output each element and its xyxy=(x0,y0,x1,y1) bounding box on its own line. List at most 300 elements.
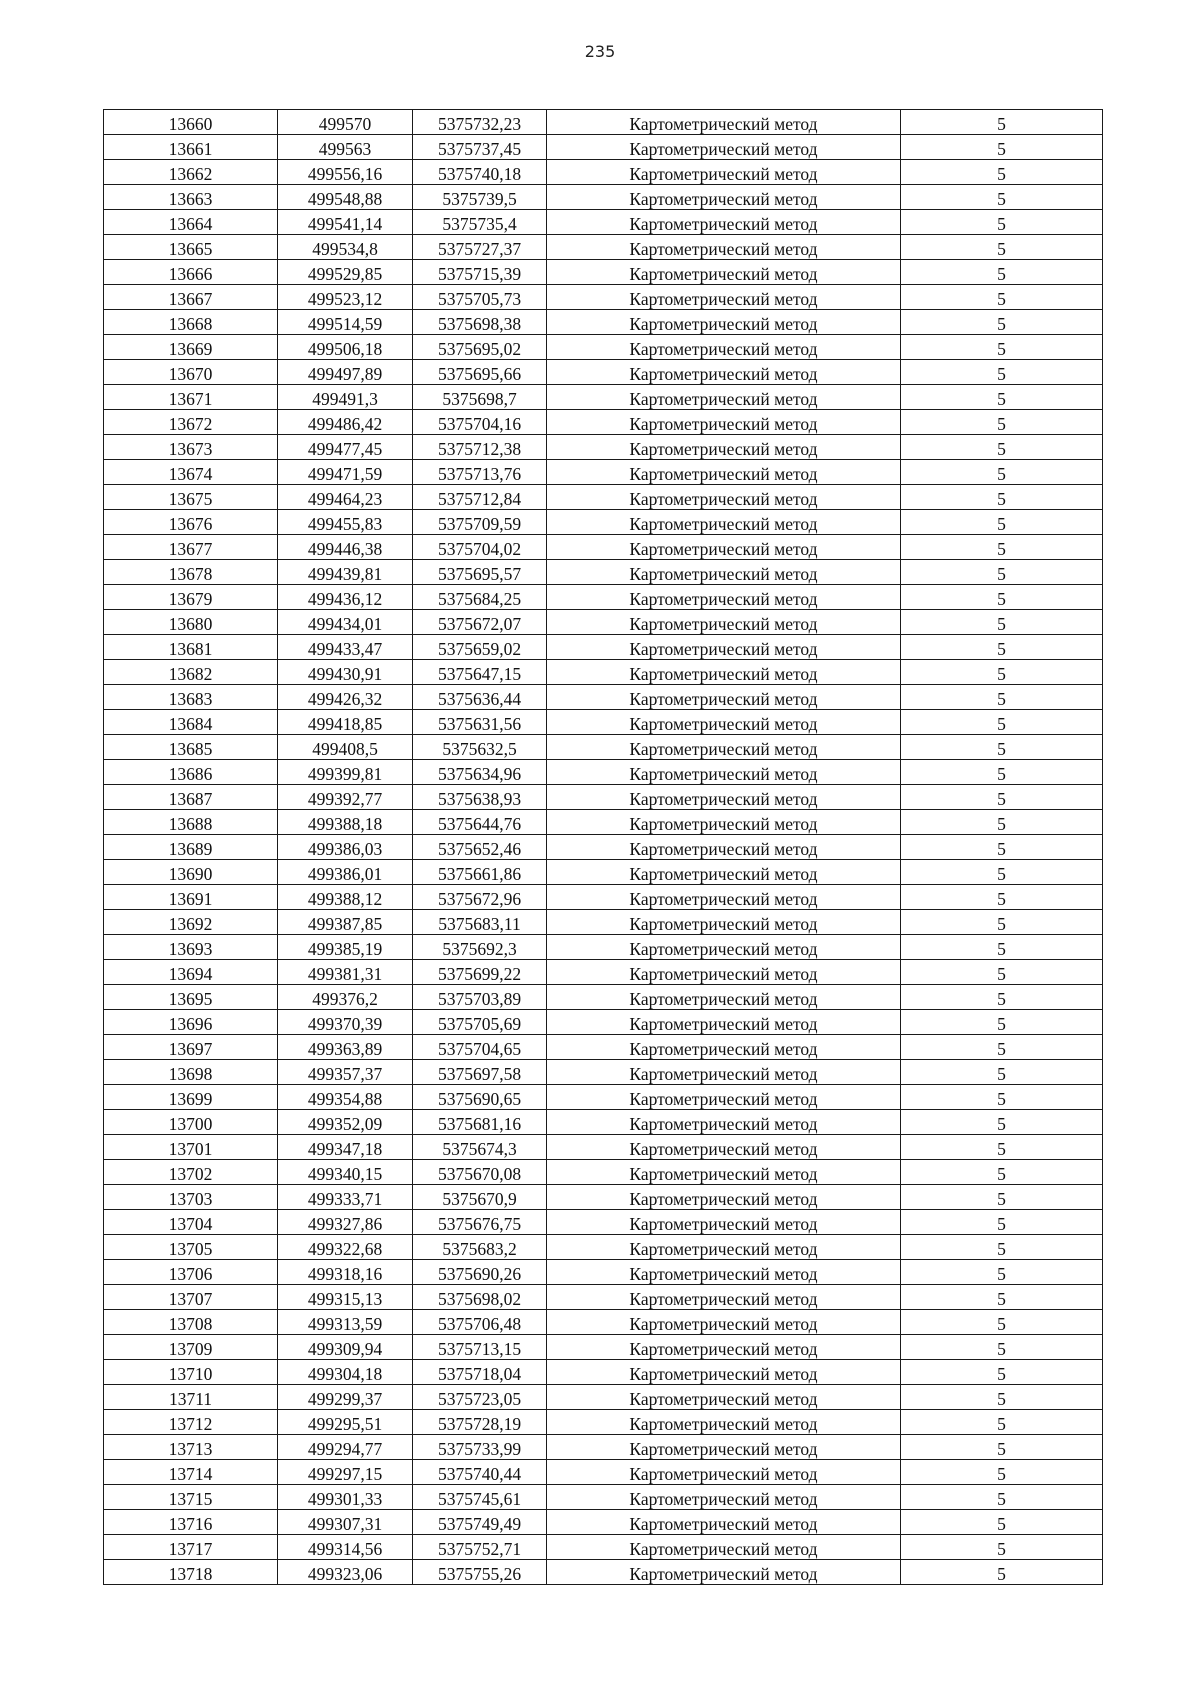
accuracy-cell: 5 xyxy=(901,1235,1103,1260)
y-coordinate-cell: 5375704,65 xyxy=(413,1035,547,1060)
accuracy-cell: 5 xyxy=(901,1260,1103,1285)
accuracy-cell: 5 xyxy=(901,760,1103,785)
method-cell: Картометрический метод xyxy=(547,835,901,860)
x-coordinate-cell: 499318,16 xyxy=(278,1260,413,1285)
x-coordinate-cell: 499370,39 xyxy=(278,1010,413,1035)
y-coordinate-cell: 5375695,57 xyxy=(413,560,547,585)
accuracy-cell: 5 xyxy=(901,210,1103,235)
table-row xyxy=(104,1210,1103,1235)
point-id-cell: 13683 xyxy=(104,685,278,710)
table-row xyxy=(104,1235,1103,1260)
method-cell: Картометрический метод xyxy=(547,1460,901,1485)
method-cell: Картометрический метод xyxy=(547,1135,901,1160)
table-row xyxy=(104,685,1103,710)
method-cell: Картометрический метод xyxy=(547,235,901,260)
table-row xyxy=(104,1410,1103,1435)
accuracy-cell: 5 xyxy=(901,135,1103,160)
accuracy-cell: 5 xyxy=(901,235,1103,260)
accuracy-cell: 5 xyxy=(901,160,1103,185)
accuracy-cell: 5 xyxy=(901,110,1103,135)
accuracy-cell: 5 xyxy=(901,1310,1103,1335)
point-id-cell: 13670 xyxy=(104,360,278,385)
y-coordinate-cell: 5375733,99 xyxy=(413,1435,547,1460)
accuracy-cell: 5 xyxy=(901,1085,1103,1110)
accuracy-cell: 5 xyxy=(901,810,1103,835)
accuracy-cell: 5 xyxy=(901,610,1103,635)
accuracy-cell: 5 xyxy=(901,1285,1103,1310)
y-coordinate-cell: 5375631,56 xyxy=(413,710,547,735)
y-coordinate-cell: 5375735,4 xyxy=(413,210,547,235)
accuracy-cell: 5 xyxy=(901,685,1103,710)
point-id-cell: 13661 xyxy=(104,135,278,160)
method-cell: Картометрический метод xyxy=(547,885,901,910)
y-coordinate-cell: 5375636,44 xyxy=(413,685,547,710)
y-coordinate-cell: 5375712,84 xyxy=(413,485,547,510)
x-coordinate-cell: 499514,59 xyxy=(278,310,413,335)
y-coordinate-cell: 5375703,89 xyxy=(413,985,547,1010)
y-coordinate-cell: 5375739,5 xyxy=(413,185,547,210)
table-row xyxy=(104,460,1103,485)
x-coordinate-cell: 499434,01 xyxy=(278,610,413,635)
accuracy-cell: 5 xyxy=(901,1185,1103,1210)
point-id-cell: 13676 xyxy=(104,510,278,535)
x-coordinate-cell: 499307,31 xyxy=(278,1510,413,1535)
table-row xyxy=(104,235,1103,260)
point-id-cell: 13702 xyxy=(104,1160,278,1185)
table-row xyxy=(104,1110,1103,1135)
y-coordinate-cell: 5375713,15 xyxy=(413,1335,547,1360)
table-row xyxy=(104,310,1103,335)
point-id-cell: 13681 xyxy=(104,635,278,660)
table-row xyxy=(104,1185,1103,1210)
method-cell: Картометрический метод xyxy=(547,1335,901,1360)
method-cell: Картометрический метод xyxy=(547,985,901,1010)
y-coordinate-cell: 5375706,48 xyxy=(413,1310,547,1335)
y-coordinate-cell: 5375672,96 xyxy=(413,885,547,910)
x-coordinate-cell: 499354,88 xyxy=(278,1085,413,1110)
method-cell: Картометрический метод xyxy=(547,185,901,210)
table-row xyxy=(104,560,1103,585)
y-coordinate-cell: 5375740,18 xyxy=(413,160,547,185)
x-coordinate-cell: 499388,18 xyxy=(278,810,413,835)
y-coordinate-cell: 5375713,76 xyxy=(413,460,547,485)
accuracy-cell: 5 xyxy=(901,635,1103,660)
x-coordinate-cell: 499534,8 xyxy=(278,235,413,260)
table-row xyxy=(104,985,1103,1010)
x-coordinate-cell: 499523,12 xyxy=(278,285,413,310)
x-coordinate-cell: 499426,32 xyxy=(278,685,413,710)
table-row xyxy=(104,335,1103,360)
x-coordinate-cell: 499309,94 xyxy=(278,1335,413,1360)
point-id-cell: 13673 xyxy=(104,435,278,460)
y-coordinate-cell: 5375749,49 xyxy=(413,1510,547,1535)
accuracy-cell: 5 xyxy=(901,1110,1103,1135)
accuracy-cell: 5 xyxy=(901,860,1103,885)
y-coordinate-cell: 5375681,16 xyxy=(413,1110,547,1135)
y-coordinate-cell: 5375647,15 xyxy=(413,660,547,685)
accuracy-cell: 5 xyxy=(901,510,1103,535)
method-cell: Картометрический метод xyxy=(547,385,901,410)
table-row xyxy=(104,135,1103,160)
x-coordinate-cell: 499430,91 xyxy=(278,660,413,685)
table-row xyxy=(104,485,1103,510)
method-cell: Картометрический метод xyxy=(547,485,901,510)
point-id-cell: 13697 xyxy=(104,1035,278,1060)
x-coordinate-cell: 499408,5 xyxy=(278,735,413,760)
point-id-cell: 13687 xyxy=(104,785,278,810)
y-coordinate-cell: 5375698,38 xyxy=(413,310,547,335)
method-cell: Картометрический метод xyxy=(547,335,901,360)
method-cell: Картометрический метод xyxy=(547,360,901,385)
accuracy-cell: 5 xyxy=(901,1035,1103,1060)
x-coordinate-cell: 499381,31 xyxy=(278,960,413,985)
accuracy-cell: 5 xyxy=(901,1485,1103,1510)
method-cell: Картометрический метод xyxy=(547,210,901,235)
accuracy-cell: 5 xyxy=(901,1135,1103,1160)
table-row xyxy=(104,1160,1103,1185)
accuracy-cell: 5 xyxy=(901,360,1103,385)
accuracy-cell: 5 xyxy=(901,835,1103,860)
method-cell: Картометрический метод xyxy=(547,585,901,610)
point-id-cell: 13667 xyxy=(104,285,278,310)
accuracy-cell: 5 xyxy=(901,310,1103,335)
x-coordinate-cell: 499433,47 xyxy=(278,635,413,660)
coordinates-table xyxy=(103,109,1103,1585)
x-coordinate-cell: 499304,18 xyxy=(278,1360,413,1385)
method-cell: Картометрический метод xyxy=(547,285,901,310)
y-coordinate-cell: 5375699,22 xyxy=(413,960,547,985)
x-coordinate-cell: 499556,16 xyxy=(278,160,413,185)
accuracy-cell: 5 xyxy=(901,435,1103,460)
method-cell: Картометрический метод xyxy=(547,1085,901,1110)
table-row xyxy=(104,610,1103,635)
method-cell: Картометрический метод xyxy=(547,1510,901,1535)
y-coordinate-cell: 5375670,08 xyxy=(413,1160,547,1185)
method-cell: Картометрический метод xyxy=(547,1235,901,1260)
accuracy-cell: 5 xyxy=(901,410,1103,435)
table-row xyxy=(104,410,1103,435)
point-id-cell: 13669 xyxy=(104,335,278,360)
method-cell: Картометрический метод xyxy=(547,1410,901,1435)
y-coordinate-cell: 5375674,3 xyxy=(413,1135,547,1160)
point-id-cell: 13689 xyxy=(104,835,278,860)
point-id-cell: 13713 xyxy=(104,1435,278,1460)
point-id-cell: 13710 xyxy=(104,1360,278,1385)
y-coordinate-cell: 5375683,2 xyxy=(413,1235,547,1260)
point-id-cell: 13705 xyxy=(104,1235,278,1260)
point-id-cell: 13685 xyxy=(104,735,278,760)
x-coordinate-cell: 499446,38 xyxy=(278,535,413,560)
accuracy-cell: 5 xyxy=(901,1335,1103,1360)
method-cell: Картометрический метод xyxy=(547,1160,901,1185)
method-cell: Картометрический метод xyxy=(547,1435,901,1460)
x-coordinate-cell: 499333,71 xyxy=(278,1185,413,1210)
method-cell: Картометрический метод xyxy=(547,610,901,635)
accuracy-cell: 5 xyxy=(901,335,1103,360)
point-id-cell: 13696 xyxy=(104,1010,278,1035)
x-coordinate-cell: 499295,51 xyxy=(278,1410,413,1435)
table-row xyxy=(104,1535,1103,1560)
accuracy-cell: 5 xyxy=(901,585,1103,610)
point-id-cell: 13665 xyxy=(104,235,278,260)
method-cell: Картометрический метод xyxy=(547,960,901,985)
method-cell: Картометрический метод xyxy=(547,735,901,760)
accuracy-cell: 5 xyxy=(901,560,1103,585)
y-coordinate-cell: 5375695,02 xyxy=(413,335,547,360)
table-row xyxy=(104,110,1103,135)
method-cell: Картометрический метод xyxy=(547,510,901,535)
point-id-cell: 13706 xyxy=(104,1260,278,1285)
point-id-cell: 13672 xyxy=(104,410,278,435)
y-coordinate-cell: 5375661,86 xyxy=(413,860,547,885)
point-id-cell: 13704 xyxy=(104,1210,278,1235)
accuracy-cell: 5 xyxy=(901,1360,1103,1385)
x-coordinate-cell: 499570 xyxy=(278,110,413,135)
accuracy-cell: 5 xyxy=(901,735,1103,760)
y-coordinate-cell: 5375670,9 xyxy=(413,1185,547,1210)
point-id-cell: 13675 xyxy=(104,485,278,510)
method-cell: Картометрический метод xyxy=(547,1260,901,1285)
method-cell: Картометрический метод xyxy=(547,1035,901,1060)
x-coordinate-cell: 499418,85 xyxy=(278,710,413,735)
method-cell: Картометрический метод xyxy=(547,860,901,885)
method-cell: Картометрический метод xyxy=(547,310,901,335)
accuracy-cell: 5 xyxy=(901,485,1103,510)
y-coordinate-cell: 5375727,37 xyxy=(413,235,547,260)
table-row xyxy=(104,810,1103,835)
table-row xyxy=(104,585,1103,610)
point-id-cell: 13708 xyxy=(104,1310,278,1335)
point-id-cell: 13698 xyxy=(104,1060,278,1085)
accuracy-cell: 5 xyxy=(901,1385,1103,1410)
y-coordinate-cell: 5375632,5 xyxy=(413,735,547,760)
x-coordinate-cell: 499455,83 xyxy=(278,510,413,535)
x-coordinate-cell: 499301,33 xyxy=(278,1485,413,1510)
method-cell: Картометрический метод xyxy=(547,560,901,585)
x-coordinate-cell: 499313,59 xyxy=(278,1310,413,1335)
x-coordinate-cell: 499322,68 xyxy=(278,1235,413,1260)
table-row xyxy=(104,1485,1103,1510)
x-coordinate-cell: 499297,15 xyxy=(278,1460,413,1485)
table-row xyxy=(104,635,1103,660)
point-id-cell: 13686 xyxy=(104,760,278,785)
accuracy-cell: 5 xyxy=(901,660,1103,685)
x-coordinate-cell: 499563 xyxy=(278,135,413,160)
x-coordinate-cell: 499315,13 xyxy=(278,1285,413,1310)
x-coordinate-cell: 499323,06 xyxy=(278,1560,413,1585)
table-row xyxy=(104,1460,1103,1485)
table-row xyxy=(104,210,1103,235)
accuracy-cell: 5 xyxy=(901,710,1103,735)
method-cell: Картометрический метод xyxy=(547,785,901,810)
method-cell: Картометрический метод xyxy=(547,1535,901,1560)
x-coordinate-cell: 499299,37 xyxy=(278,1385,413,1410)
accuracy-cell: 5 xyxy=(901,1210,1103,1235)
x-coordinate-cell: 499388,12 xyxy=(278,885,413,910)
y-coordinate-cell: 5375634,96 xyxy=(413,760,547,785)
x-coordinate-cell: 499399,81 xyxy=(278,760,413,785)
x-coordinate-cell: 499385,19 xyxy=(278,935,413,960)
y-coordinate-cell: 5375715,39 xyxy=(413,260,547,285)
method-cell: Картометрический метод xyxy=(547,1110,901,1135)
table-row xyxy=(104,760,1103,785)
table-row xyxy=(104,260,1103,285)
y-coordinate-cell: 5375705,73 xyxy=(413,285,547,310)
y-coordinate-cell: 5375737,45 xyxy=(413,135,547,160)
table-row xyxy=(104,1060,1103,1085)
point-id-cell: 13707 xyxy=(104,1285,278,1310)
x-coordinate-cell: 499363,89 xyxy=(278,1035,413,1060)
y-coordinate-cell: 5375692,3 xyxy=(413,935,547,960)
table-row xyxy=(104,1510,1103,1535)
method-cell: Картометрический метод xyxy=(547,460,901,485)
point-id-cell: 13671 xyxy=(104,385,278,410)
method-cell: Картометрический метод xyxy=(547,410,901,435)
accuracy-cell: 5 xyxy=(901,460,1103,485)
point-id-cell: 13679 xyxy=(104,585,278,610)
method-cell: Картометрический метод xyxy=(547,710,901,735)
accuracy-cell: 5 xyxy=(901,910,1103,935)
x-coordinate-cell: 499392,77 xyxy=(278,785,413,810)
table-row xyxy=(104,435,1103,460)
y-coordinate-cell: 5375690,65 xyxy=(413,1085,547,1110)
table-row xyxy=(104,510,1103,535)
point-id-cell: 13695 xyxy=(104,985,278,1010)
y-coordinate-cell: 5375684,25 xyxy=(413,585,547,610)
y-coordinate-cell: 5375672,07 xyxy=(413,610,547,635)
x-coordinate-cell: 499541,14 xyxy=(278,210,413,235)
y-coordinate-cell: 5375683,11 xyxy=(413,910,547,935)
table-row xyxy=(104,910,1103,935)
x-coordinate-cell: 499376,2 xyxy=(278,985,413,1010)
x-coordinate-cell: 499386,01 xyxy=(278,860,413,885)
x-coordinate-cell: 499548,88 xyxy=(278,185,413,210)
y-coordinate-cell: 5375732,23 xyxy=(413,110,547,135)
method-cell: Картометрический метод xyxy=(547,935,901,960)
method-cell: Картометрический метод xyxy=(547,260,901,285)
y-coordinate-cell: 5375745,61 xyxy=(413,1485,547,1510)
y-coordinate-cell: 5375652,46 xyxy=(413,835,547,860)
accuracy-cell: 5 xyxy=(901,1560,1103,1585)
x-coordinate-cell: 499439,81 xyxy=(278,560,413,585)
point-id-cell: 13714 xyxy=(104,1460,278,1485)
table-row xyxy=(104,1085,1103,1110)
method-cell: Картометрический метод xyxy=(547,160,901,185)
accuracy-cell: 5 xyxy=(901,1010,1103,1035)
point-id-cell: 13677 xyxy=(104,535,278,560)
x-coordinate-cell: 499506,18 xyxy=(278,335,413,360)
table-row xyxy=(104,960,1103,985)
y-coordinate-cell: 5375723,05 xyxy=(413,1385,547,1410)
accuracy-cell: 5 xyxy=(901,1435,1103,1460)
point-id-cell: 13717 xyxy=(104,1535,278,1560)
x-coordinate-cell: 499347,18 xyxy=(278,1135,413,1160)
accuracy-cell: 5 xyxy=(901,1160,1103,1185)
method-cell: Картометрический метод xyxy=(547,1360,901,1385)
point-id-cell: 13666 xyxy=(104,260,278,285)
accuracy-cell: 5 xyxy=(901,960,1103,985)
point-id-cell: 13693 xyxy=(104,935,278,960)
method-cell: Картометрический метод xyxy=(547,535,901,560)
x-coordinate-cell: 499386,03 xyxy=(278,835,413,860)
point-id-cell: 13688 xyxy=(104,810,278,835)
x-coordinate-cell: 499327,86 xyxy=(278,1210,413,1235)
point-id-cell: 13691 xyxy=(104,885,278,910)
point-id-cell: 13668 xyxy=(104,310,278,335)
table-row xyxy=(104,1560,1103,1585)
table-row xyxy=(104,1435,1103,1460)
y-coordinate-cell: 5375638,93 xyxy=(413,785,547,810)
point-id-cell: 13716 xyxy=(104,1510,278,1535)
method-cell: Картометрический метод xyxy=(547,1060,901,1085)
method-cell: Картометрический метод xyxy=(547,1310,901,1335)
method-cell: Картометрический метод xyxy=(547,1010,901,1035)
table-row xyxy=(104,160,1103,185)
accuracy-cell: 5 xyxy=(901,185,1103,210)
table-row xyxy=(104,935,1103,960)
x-coordinate-cell: 499436,12 xyxy=(278,585,413,610)
x-coordinate-cell: 499471,59 xyxy=(278,460,413,485)
table-row xyxy=(104,1310,1103,1335)
y-coordinate-cell: 5375644,76 xyxy=(413,810,547,835)
y-coordinate-cell: 5375697,58 xyxy=(413,1060,547,1085)
x-coordinate-cell: 499357,37 xyxy=(278,1060,413,1085)
table-row xyxy=(104,385,1103,410)
y-coordinate-cell: 5375698,7 xyxy=(413,385,547,410)
point-id-cell: 13699 xyxy=(104,1085,278,1110)
table-row xyxy=(104,1010,1103,1035)
point-id-cell: 13701 xyxy=(104,1135,278,1160)
accuracy-cell: 5 xyxy=(901,1535,1103,1560)
y-coordinate-cell: 5375740,44 xyxy=(413,1460,547,1485)
y-coordinate-cell: 5375705,69 xyxy=(413,1010,547,1035)
x-coordinate-cell: 499477,45 xyxy=(278,435,413,460)
x-coordinate-cell: 499352,09 xyxy=(278,1110,413,1135)
point-id-cell: 13660 xyxy=(104,110,278,135)
point-id-cell: 13711 xyxy=(104,1385,278,1410)
y-coordinate-cell: 5375695,66 xyxy=(413,360,547,385)
point-id-cell: 13664 xyxy=(104,210,278,235)
accuracy-cell: 5 xyxy=(901,260,1103,285)
point-id-cell: 13700 xyxy=(104,1110,278,1135)
x-coordinate-cell: 499491,3 xyxy=(278,385,413,410)
point-id-cell: 13662 xyxy=(104,160,278,185)
y-coordinate-cell: 5375718,04 xyxy=(413,1360,547,1385)
table-row xyxy=(104,735,1103,760)
table-row xyxy=(104,535,1103,560)
method-cell: Картометрический метод xyxy=(547,1560,901,1585)
y-coordinate-cell: 5375755,26 xyxy=(413,1560,547,1585)
y-coordinate-cell: 5375709,59 xyxy=(413,510,547,535)
point-id-cell: 13684 xyxy=(104,710,278,735)
point-id-cell: 13715 xyxy=(104,1485,278,1510)
point-id-cell: 13682 xyxy=(104,660,278,685)
point-id-cell: 13712 xyxy=(104,1410,278,1435)
method-cell: Картометрический метод xyxy=(547,110,901,135)
table-row xyxy=(104,1135,1103,1160)
y-coordinate-cell: 5375704,02 xyxy=(413,535,547,560)
table-row xyxy=(104,360,1103,385)
y-coordinate-cell: 5375659,02 xyxy=(413,635,547,660)
method-cell: Картометрический метод xyxy=(547,1185,901,1210)
y-coordinate-cell: 5375712,38 xyxy=(413,435,547,460)
table-row xyxy=(104,285,1103,310)
accuracy-cell: 5 xyxy=(901,935,1103,960)
x-coordinate-cell: 499497,89 xyxy=(278,360,413,385)
point-id-cell: 13663 xyxy=(104,185,278,210)
y-coordinate-cell: 5375752,71 xyxy=(413,1535,547,1560)
point-id-cell: 13678 xyxy=(104,560,278,585)
